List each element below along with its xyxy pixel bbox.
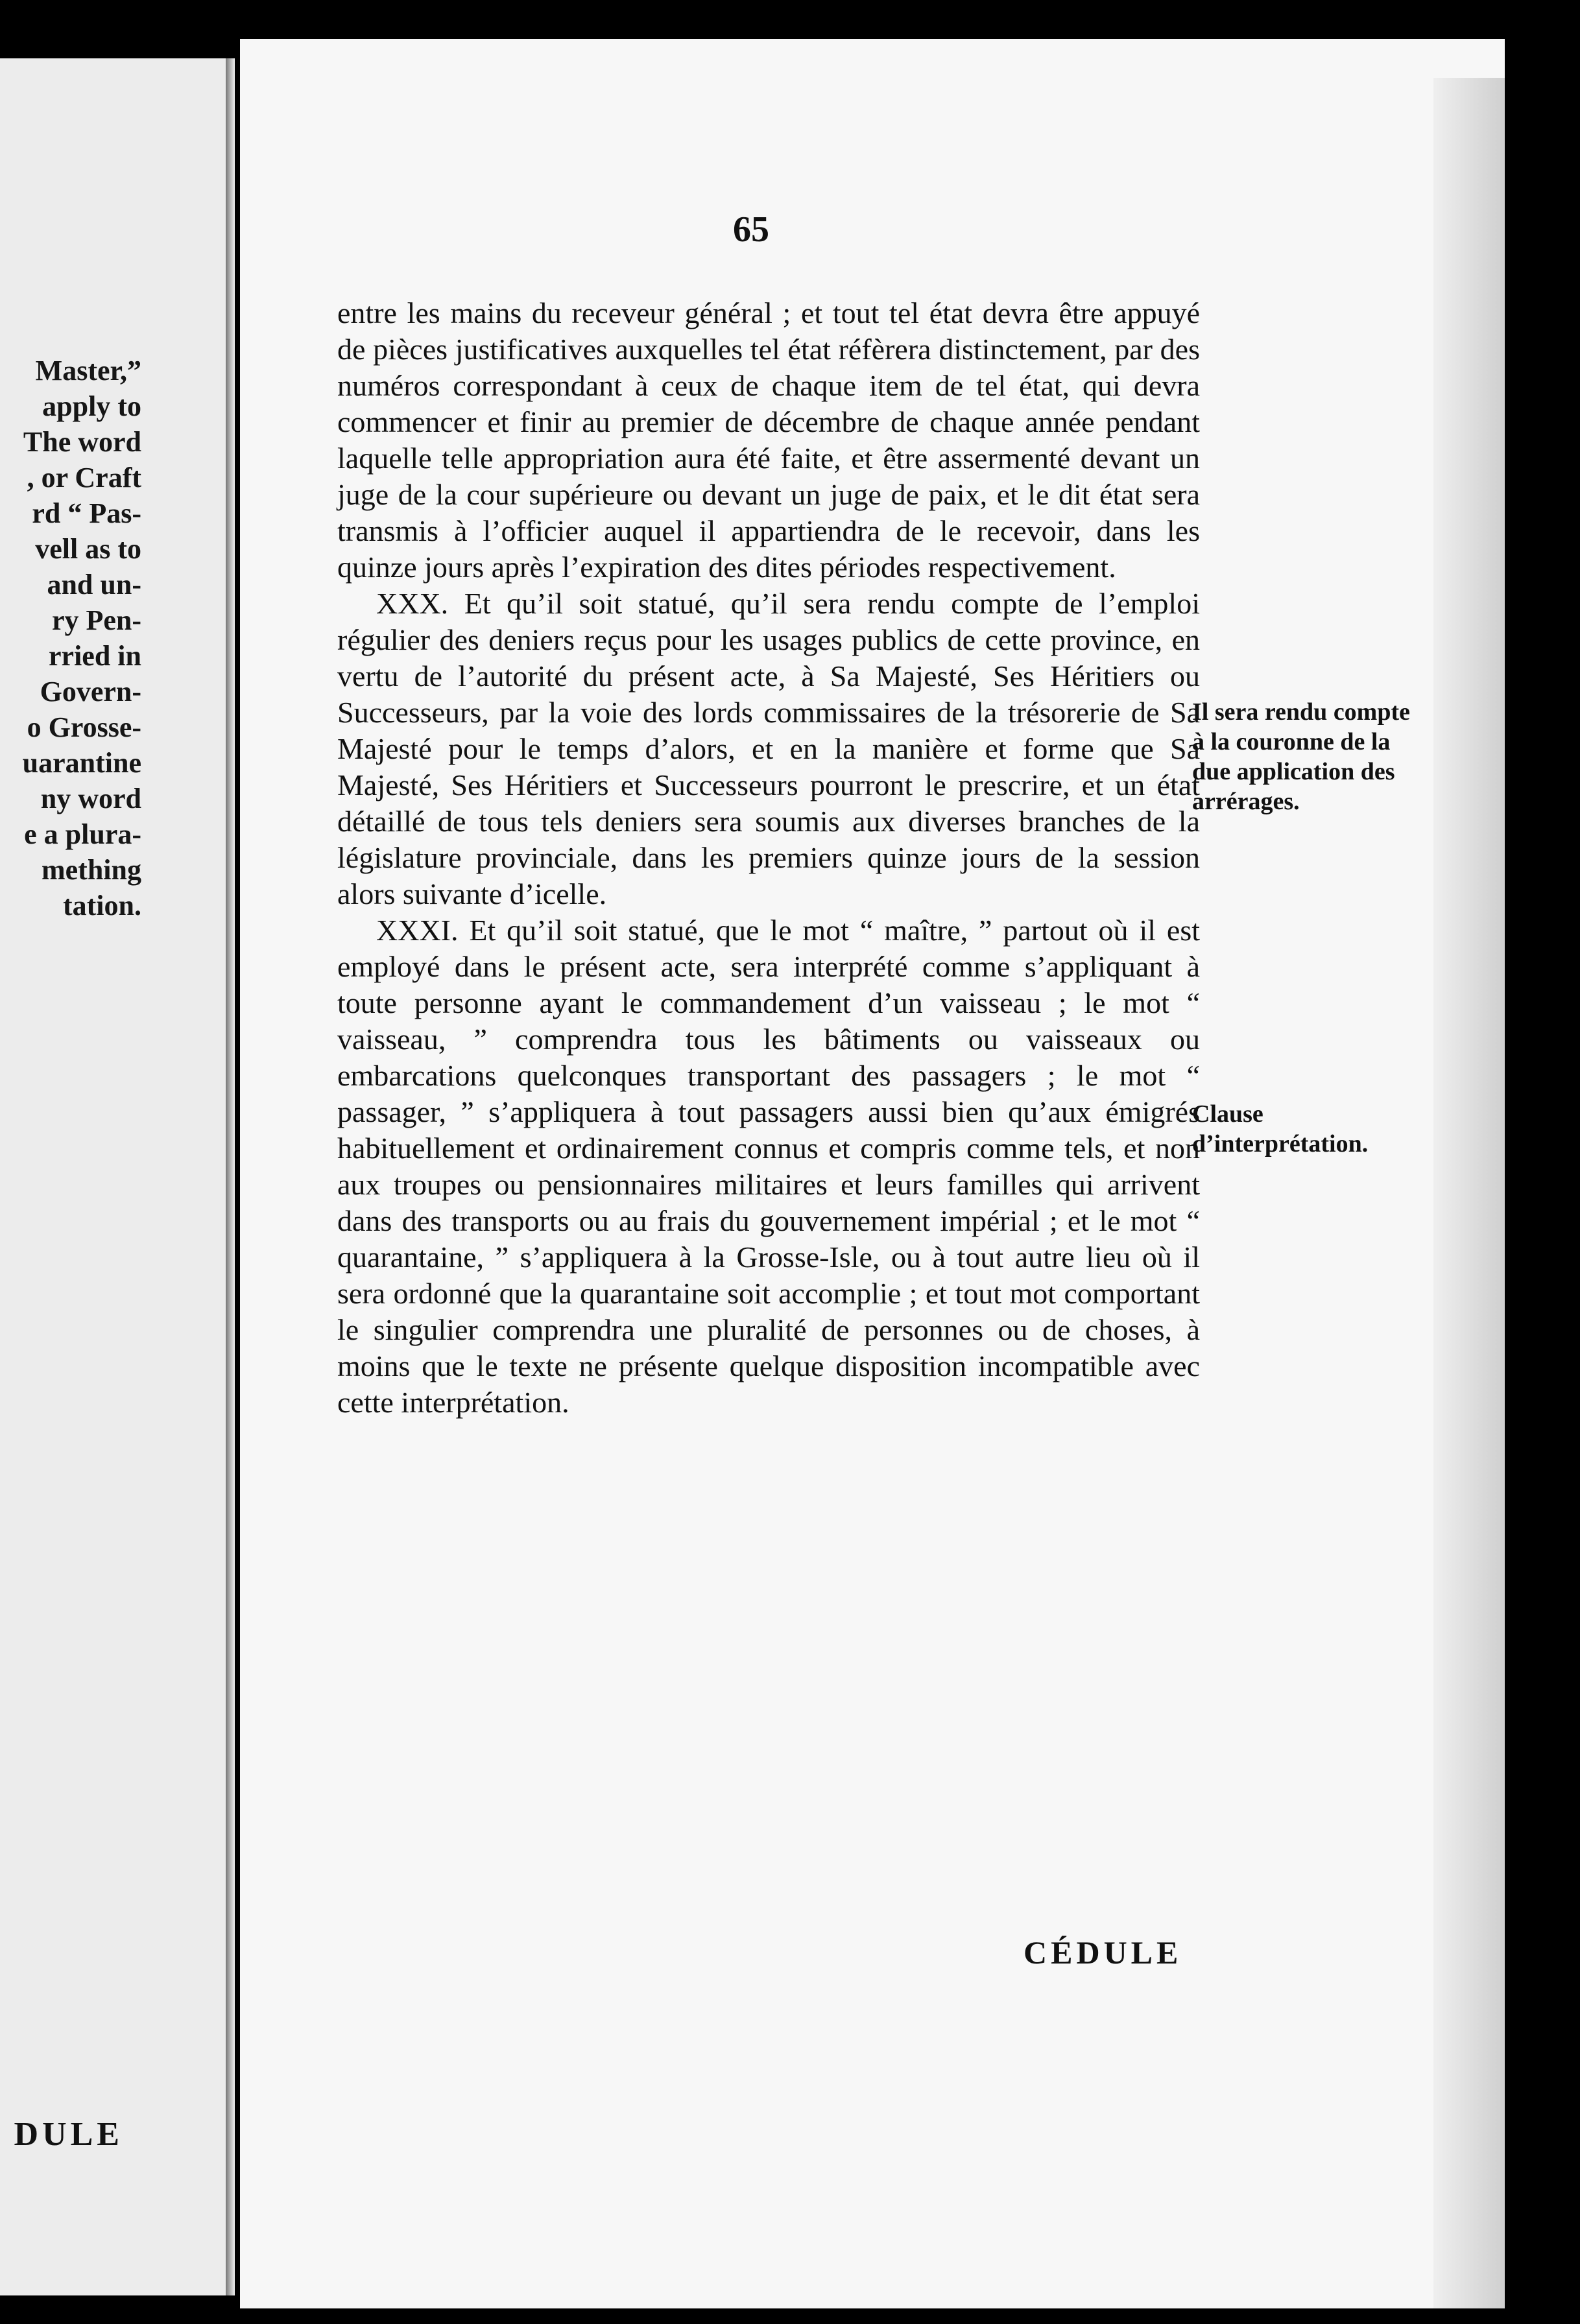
paragraph-section-xxx: XXX. Et qu’il soit statué, qu’il sera rendu compte de l’emploi régulier des deniers reçus pour les usages publics de cette province, en vertu de l’autorité du présent acte, à Sa Majesté, Ses Héritiers ou Successeurs, par la voie des lords commissaires de la trésorerie de Sa Majesté pour le temps d’alors, et en la manière et forme que Sa Majesté, Ses Héritiers et Successeurs pourront le prescrire, et un état détaillé de tous tels deniers sera soumis aux diverses branches de la législature provinciale, dans les premiers quinze jours de la session alors suivante d’icelle. <box>337 587 1200 910</box>
left-page-line: rried in <box>49 640 141 672</box>
cedule-heading: CÉDULE <box>1023 1934 1182 1971</box>
page-edge <box>1433 78 1505 2308</box>
left-page-line: tation. <box>63 890 141 921</box>
margin-note-interpretation: Clause d’interprétation. <box>1192 1100 1369 1157</box>
left-page-line: uarantine <box>22 747 141 779</box>
left-page-line: Master,” <box>35 355 141 386</box>
left-page-line: vell as to <box>35 533 141 565</box>
left-page-line: , or Craft <box>27 462 141 493</box>
book-binding <box>226 58 235 2295</box>
left-page-line: ny word <box>40 783 141 814</box>
left-page <box>0 58 233 2295</box>
left-page-line: o Grosse- <box>27 711 141 743</box>
body-text <box>337 295 1200 1421</box>
left-page-line: and un- <box>47 569 141 600</box>
paragraph-continuation: entre les mains du receveur général ; et tout tel état devra être appuyé de pièces justificatives auxquelles tel état réfèrera distinctement, par des numéros correspondant à ceux de chaque item de tel état, qui devra commencer et finir au premier de décembre de chaque année pendant laquelle telle appropriation aura été faite, et être assermenté devant un juge de la cour supérieure ou devant un juge de paix, et le dit état sera transmis à l’officier auquel il appartiendra de le recevoir, dans les quinze jours après l’expiration des dites périodes respectivement. <box>337 296 1200 584</box>
left-page-line: mething <box>42 854 141 886</box>
left-page-line: ry Pen- <box>51 604 141 636</box>
left-page-line: The word <box>23 426 141 458</box>
left-page-line: Govern- <box>40 676 141 707</box>
margin-note-accounting: Il sera rendu compte à la couronne de la due application des arrérages. <box>1192 698 1410 815</box>
page-number: 65 <box>733 209 769 250</box>
paragraph-section-xxxi: XXXI. Et qu’il soit statué, que le mot “ maître, ” partout où il est employé dans le présent acte, sera interprété comme s’appliquant à toute personne ayant le commandement d’un vaisseau ; le mot “ vaisseau, ” comprendra tous les bâtiments ou vaisseaux ou embarcations quelconques transportant des passagers ; le mot “ passager, ” s’appliquera à tout passagers aussi bien qu’aux émigrés habituellement et ordinairement connus et compris comme tels, et non aux troupes ou pensionnaires militaires et leurs familles qui arrivent dans des transports ou au frais du gouvernement impérial ; et le mot “ quarantaine, ” s’appliquera à la Grosse-Isle, ou à tout autre lieu où il sera ordonné que la quarantaine soit accomplie ; et tout mot comportant le singulier comprendra une pluralité de personnes ou de choses, à moins que le texte ne présente quelque disposition incompatible avec cette interprétation. <box>337 914 1200 1419</box>
left-page-line: apply to <box>42 390 141 422</box>
left-page-line: e a plura- <box>24 818 141 850</box>
left-page-line: rd “ Pas- <box>32 497 141 529</box>
left-page-heading: DULE <box>14 2116 123 2153</box>
